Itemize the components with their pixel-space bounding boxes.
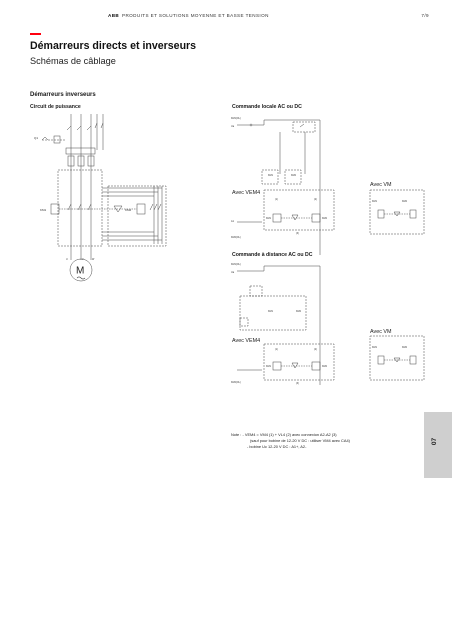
note-line-1: Note : - VEM4 = VM4 (1) + VL4 (2) avec connexion A2-A2 (3) (231, 432, 337, 437)
svg-text:(3): (3) (296, 232, 299, 235)
svg-text:(1): (1) (275, 198, 278, 201)
avec-vm-label-1: Avec VM (370, 182, 392, 188)
svg-text:KM1(OL): KM1(OL) (231, 263, 241, 266)
svg-text:KM2: KM2 (402, 200, 407, 203)
svg-text:KM1: KM1 (372, 346, 377, 349)
page-subtitle: Schémas de câblage (30, 56, 116, 66)
svg-text:KM1: KM1 (268, 174, 273, 177)
v-label: V (82, 258, 84, 261)
page-number: 7/9 (421, 13, 429, 18)
brand-logo: ABB (108, 13, 120, 18)
svg-text:(2): (2) (314, 348, 317, 351)
svg-text:(1): (1) (275, 348, 278, 351)
chapter-tab (424, 412, 452, 478)
power-circuit-diagram (34, 114, 166, 261)
svg-text:KM1: KM1 (266, 365, 271, 368)
section-heading: Démarreurs inverseurs (30, 92, 96, 98)
km2-label: KM2 (125, 208, 132, 212)
note-line-3: - bobine Uc 12-20 V DC : A1+, A2- (247, 444, 307, 449)
header-line: PRODUITS ET SOLUTIONS MOYENNE ET BASSE TENSION (122, 13, 269, 18)
svg-text:KM2: KM2 (322, 217, 327, 220)
power-circuit-label: Circuit de puissance (30, 104, 81, 110)
note-line-2: (sauf pour bobine de 12-20 V DC : utiliser VM4 avec CA4) (250, 438, 350, 443)
avec-vm-label-2: Avec VM (370, 329, 392, 335)
remote-command-diagram (231, 263, 334, 385)
svg-text:(2): (2) (314, 198, 317, 201)
svg-text:KM2(OL): KM2(OL) (231, 236, 241, 239)
svg-text:KM1: KM1 (266, 217, 271, 220)
svg-text:KM1: KM1 (268, 310, 273, 313)
svg-text:KM1(OL): KM1(OL) (231, 117, 241, 120)
q1-label: Q1 (34, 136, 39, 140)
svg-text:(3): (3) (296, 382, 299, 385)
svg-text:KM2: KM2 (296, 310, 301, 313)
motor-symbol (70, 259, 92, 281)
local-command-diagram (231, 117, 334, 255)
u-label: U (66, 258, 68, 261)
avec-vem4-label-1: Avec VEM4 (232, 190, 261, 196)
avec-vem4-label-2: Avec VEM4 (232, 338, 261, 344)
chapter-tab-label: 07 (431, 437, 439, 446)
svg-text:M: M (76, 265, 85, 277)
w-label: W (92, 258, 95, 261)
svg-text:KM2(OL): KM2(OL) (231, 381, 241, 384)
km1-label: KM1 (40, 208, 47, 212)
svg-text:A1: A1 (231, 220, 234, 223)
note-block (231, 432, 350, 450)
vm-diagram-1 (370, 190, 424, 234)
svg-text:Ua: Ua (231, 271, 235, 274)
local-command-label: Commande locale AC ou DC (232, 104, 302, 110)
svg-text:KM2: KM2 (402, 346, 407, 349)
svg-text:KM2: KM2 (291, 174, 296, 177)
remote-command-label: Commande à distance AC ou DC (232, 252, 313, 258)
page-title: Démarreurs directs et inverseurs (30, 40, 197, 52)
svg-text:Ua: Ua (231, 125, 235, 128)
svg-text:KM2: KM2 (322, 365, 327, 368)
vm-diagram-2 (370, 336, 424, 380)
svg-text:KM1: KM1 (372, 200, 377, 203)
